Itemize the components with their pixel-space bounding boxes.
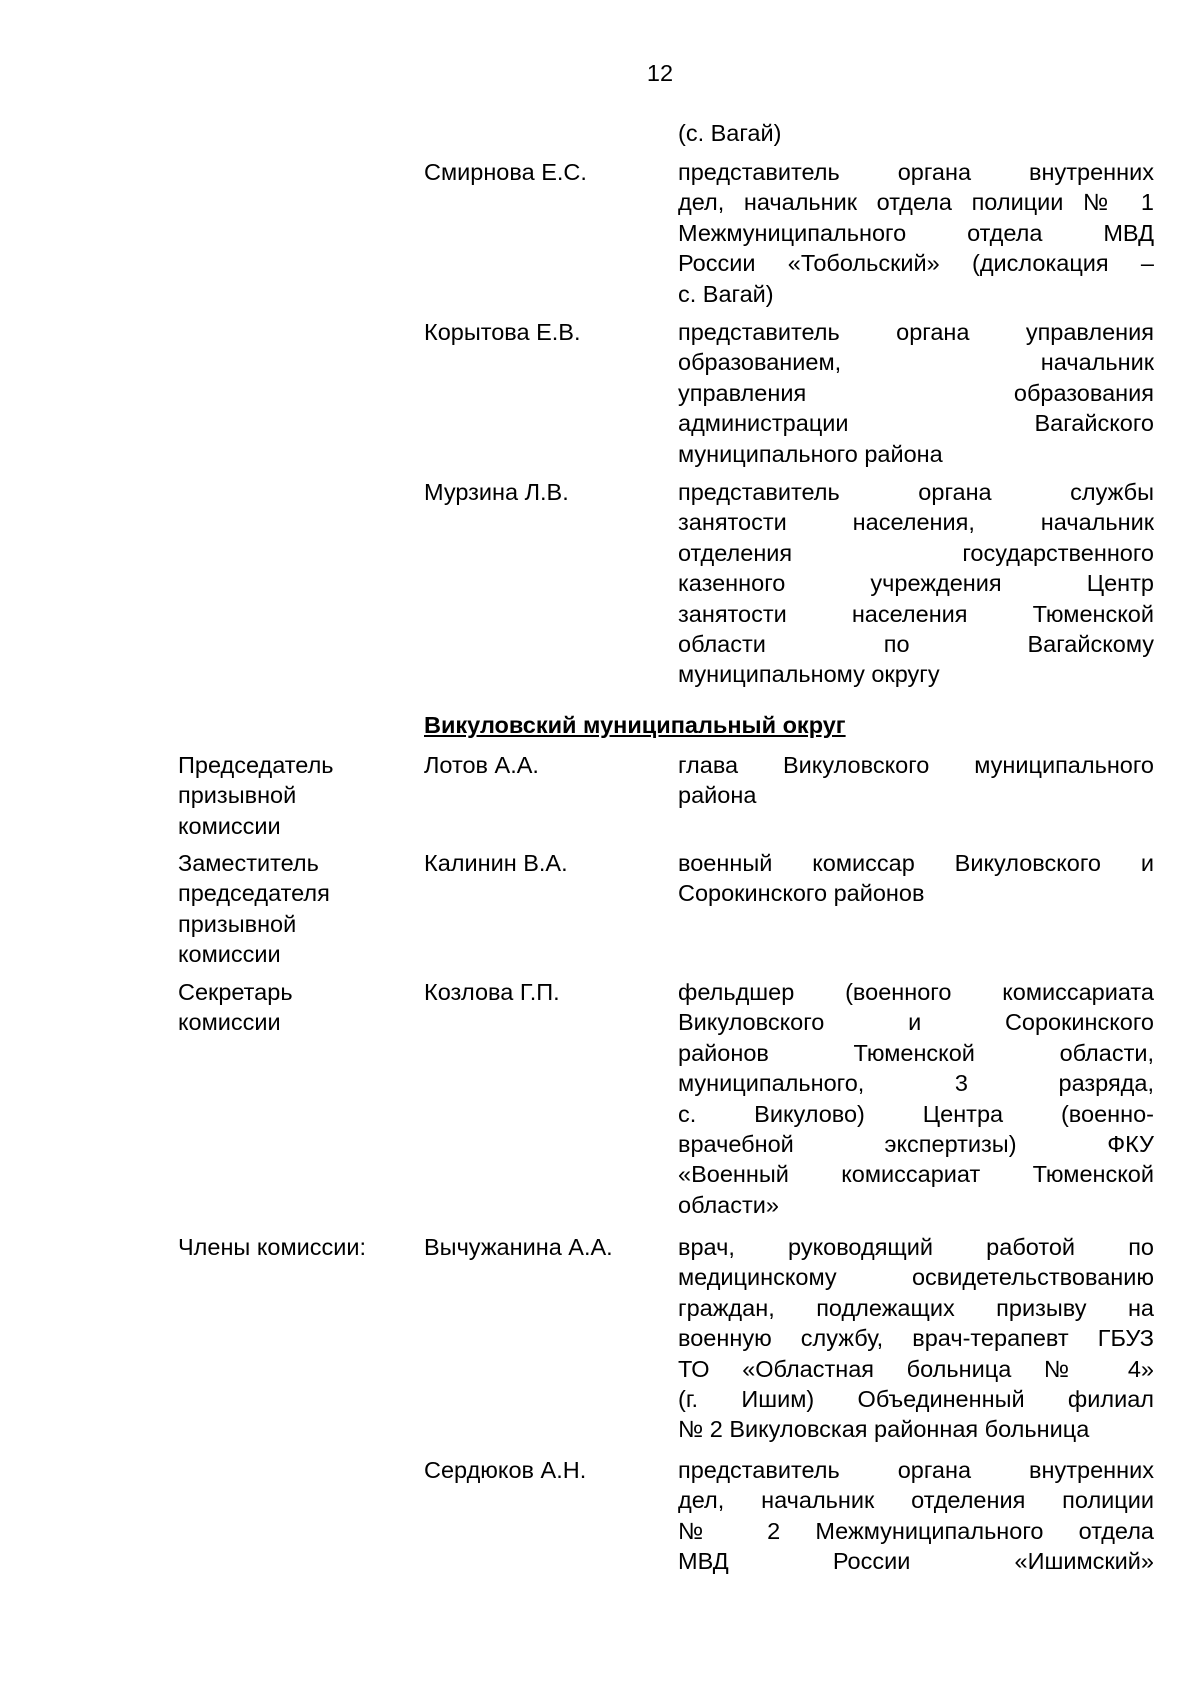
description-line: представитель органа внутренних	[678, 159, 1154, 185]
role-line: Заместитель	[178, 850, 319, 876]
role-line: призывной	[178, 782, 297, 809]
role-line: комиссии	[178, 1009, 281, 1036]
description-line: Межмуниципального отдела МВД	[678, 219, 1154, 246]
member-description	[678, 477, 1154, 690]
description-line: дел, начальник отделения полиции	[678, 1487, 1154, 1514]
description-line: управления образования	[678, 379, 1154, 406]
role-line: комиссии	[178, 941, 281, 968]
description-line: № 2 Викуловская районная больница	[678, 1416, 1090, 1443]
member-description	[678, 157, 1154, 309]
description-line: Сорокинского районов	[678, 880, 925, 907]
role-line: призывной	[178, 910, 297, 937]
role-line: Секретарь	[178, 979, 293, 1005]
description-line: врач, руководящий работой по	[678, 1234, 1154, 1260]
description-line: граждан, подлежащих призыву на	[678, 1294, 1154, 1321]
member-name: Вычужанина А.А.	[424, 1234, 613, 1260]
description-line: дел, начальник отдела полиции № 1	[678, 189, 1154, 216]
member-name: Корытова Е.В.	[424, 319, 581, 345]
member-role	[178, 977, 408, 1038]
description-line: военную службу, врач-терапевт ГБУЗ	[678, 1325, 1154, 1352]
description-line: администрации Вагайского	[678, 410, 1154, 437]
description-line: области по Вагайскому	[678, 631, 1154, 658]
description-line: глава Викуловского муниципального	[678, 752, 1154, 778]
member-role	[178, 750, 408, 841]
member-description	[678, 848, 1154, 909]
member-name: Калинин В.А.	[424, 850, 568, 876]
description-line: района	[678, 782, 757, 809]
description-line: представитель органа службы	[678, 479, 1154, 505]
description-line: районов Тюменской области,	[678, 1039, 1154, 1066]
member-description	[678, 1455, 1154, 1577]
description-line: «Военный комиссариат Тюменской	[678, 1161, 1154, 1188]
member-role	[178, 1232, 408, 1262]
member-description	[678, 750, 1154, 811]
role-line: комиссии	[178, 812, 281, 839]
description-line: образованием, начальник	[678, 349, 1154, 376]
description-line: казенного учреждения Центр	[678, 570, 1154, 597]
description-line: муниципальному округу	[678, 661, 940, 688]
member-name: Смирнова Е.С.	[424, 159, 587, 185]
role-line: Председатель	[178, 752, 334, 778]
member-role	[178, 848, 408, 970]
member-name: Сердюков А.Н.	[424, 1457, 587, 1483]
description-line: представитель органа управления	[678, 319, 1154, 345]
description-line: № 2 Межмуниципального отдела	[678, 1517, 1154, 1544]
description-line: врачебной экспертизы) ФКУ	[678, 1131, 1154, 1158]
description-line: муниципального, 3 разряда,	[678, 1070, 1154, 1097]
description-line: Викуловского и Сорокинского	[678, 1009, 1154, 1036]
member-name: Лотов А.А.	[424, 752, 539, 778]
description-line: занятости населения Тюменской	[678, 600, 1154, 627]
description-line: области»	[678, 1191, 779, 1218]
section-heading: Викуловский муниципальный округ	[424, 712, 846, 738]
member-name: Мурзина Л.В.	[424, 479, 569, 505]
description-line: фельдшер (военного комиссариата	[678, 979, 1154, 1005]
member-description	[678, 1232, 1154, 1445]
description-line: (с. Вагай)	[678, 120, 782, 146]
description-line: МВД России «Ишимский»	[678, 1548, 1154, 1575]
member-name: Козлова Г.П.	[424, 979, 560, 1005]
description-line: представитель органа внутренних	[678, 1457, 1154, 1483]
description-line: занятости населения, начальник	[678, 509, 1154, 536]
description-line: России «Тобольский» (дислокация –	[678, 250, 1154, 277]
role-line: председателя	[178, 880, 330, 907]
description-line: военный комиссар Викуловского и	[678, 850, 1154, 876]
page-number: 12	[646, 60, 674, 86]
description-line: отделения государственного	[678, 539, 1154, 566]
role-line: Члены комиссии:	[178, 1234, 367, 1260]
description-line: (г. Ишим) Объединенный филиал	[678, 1386, 1154, 1413]
member-description	[678, 317, 1154, 469]
description-line: медицинскому освидетельствованию	[678, 1264, 1154, 1291]
member-description	[678, 977, 1154, 1220]
description-line: муниципального района	[678, 440, 943, 467]
member-description	[678, 118, 1154, 148]
description-line: с. Викулово) Центра (военно-	[678, 1100, 1154, 1127]
description-line: с. Вагай)	[678, 280, 774, 307]
description-line: ТО «Областная больница № 4»	[678, 1355, 1154, 1382]
